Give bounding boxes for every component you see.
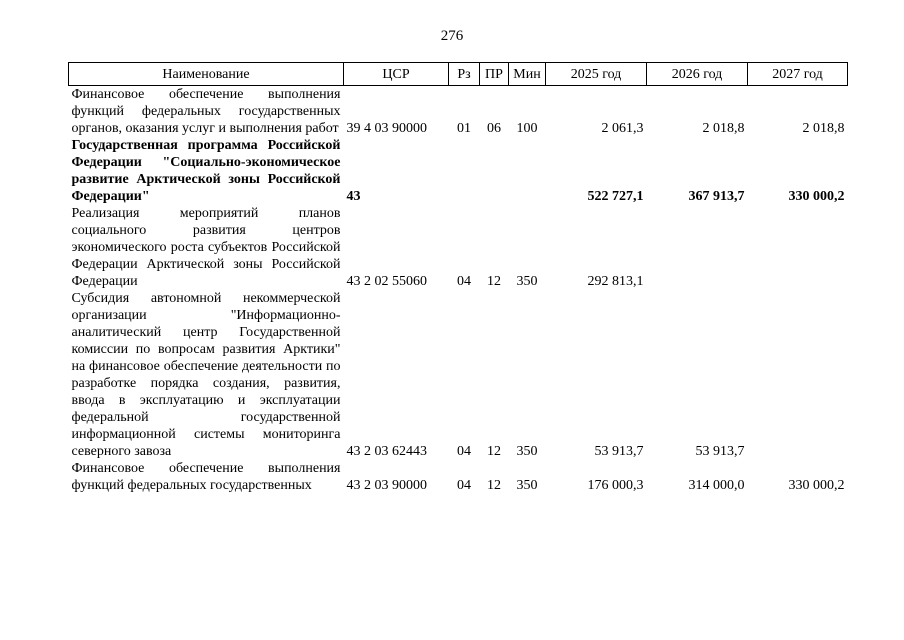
row-2027 xyxy=(748,205,848,290)
row-pr xyxy=(480,137,509,205)
budget-table xyxy=(68,62,848,494)
row-min: 100 xyxy=(516,121,538,136)
row-pr: 06 xyxy=(487,121,501,136)
row-2025: 53 913,7 xyxy=(594,444,644,459)
row-name: Субсидия автономной некоммерческой организации "Информационно-аналитический центр Государственной комиссии по вопросам развития Арктики" на финансовое обеспечение деятельности по разработке порядка создания, развития, ввода в эксплуатацию и эксплуатации федеральной государственной информационной системы мониторинга северного завоза xyxy=(71,291,341,459)
table-row xyxy=(69,137,848,205)
row-csr: 43 xyxy=(346,189,361,204)
row-csr: 43 2 03 62443 xyxy=(346,444,427,459)
row-min: 350 xyxy=(516,478,538,493)
row-min: 350 xyxy=(516,444,538,459)
table-row xyxy=(69,290,848,460)
row-2026: 2 018,8 xyxy=(702,121,745,136)
row-2026: 53 913,7 xyxy=(695,444,745,459)
row-name: Финансовое обеспечение выполнения функций федеральных государственных xyxy=(71,461,341,493)
row-name: Реализация мероприятий планов социального развития центров экономического роста субъектов Российской Федерации Арктической зоны Российской Федерации xyxy=(71,206,341,289)
header-name: Наименование xyxy=(69,63,344,86)
row-2027: 330 000,2 xyxy=(788,189,845,204)
header-2025: 2025 год xyxy=(546,63,647,86)
header-2026: 2026 год xyxy=(647,63,748,86)
row-pr: 12 xyxy=(487,478,501,493)
row-name: Финансовое обеспечение выполнения функций федеральных государственных органов, оказания услуг и выполнения работ xyxy=(71,87,341,136)
row-2025: 292 813,1 xyxy=(587,274,644,289)
row-min xyxy=(509,137,546,205)
row-2025: 522 727,1 xyxy=(587,189,644,204)
row-rz: 01 xyxy=(457,121,471,136)
row-2026: 367 913,7 xyxy=(688,189,745,204)
row-rz: 04 xyxy=(457,274,471,289)
row-csr: 43 2 02 55060 xyxy=(346,274,427,289)
row-2026 xyxy=(647,205,748,290)
header-csr: ЦСР xyxy=(344,63,449,86)
table-row xyxy=(69,205,848,290)
header-2027: 2027 год xyxy=(748,63,848,86)
row-csr: 43 2 03 90000 xyxy=(346,478,427,493)
row-min: 350 xyxy=(516,274,538,289)
row-2027 xyxy=(748,290,848,460)
row-2025: 2 061,3 xyxy=(601,121,644,136)
row-2027: 2 018,8 xyxy=(802,121,845,136)
row-rz xyxy=(449,137,480,205)
row-name: Государственная программа Российской Федерации "Социально-экономическое развитие Арктической зоны Российской Федерации" xyxy=(71,138,341,204)
page-number: 276 xyxy=(440,28,464,44)
table-row xyxy=(69,460,848,494)
row-2025: 176 000,3 xyxy=(587,478,644,493)
row-rz: 04 xyxy=(457,478,471,493)
table-header-row xyxy=(69,63,848,86)
row-2026: 314 000,0 xyxy=(688,478,745,493)
row-csr: 39 4 03 90000 xyxy=(346,121,427,136)
header-min: Мин xyxy=(509,63,546,86)
header-rz: Рз xyxy=(449,63,480,86)
header-pr: ПР xyxy=(480,63,509,86)
row-pr: 12 xyxy=(487,444,501,459)
row-pr: 12 xyxy=(487,274,501,289)
row-2027: 330 000,2 xyxy=(788,478,845,493)
row-rz: 04 xyxy=(457,444,471,459)
table-row xyxy=(69,86,848,138)
